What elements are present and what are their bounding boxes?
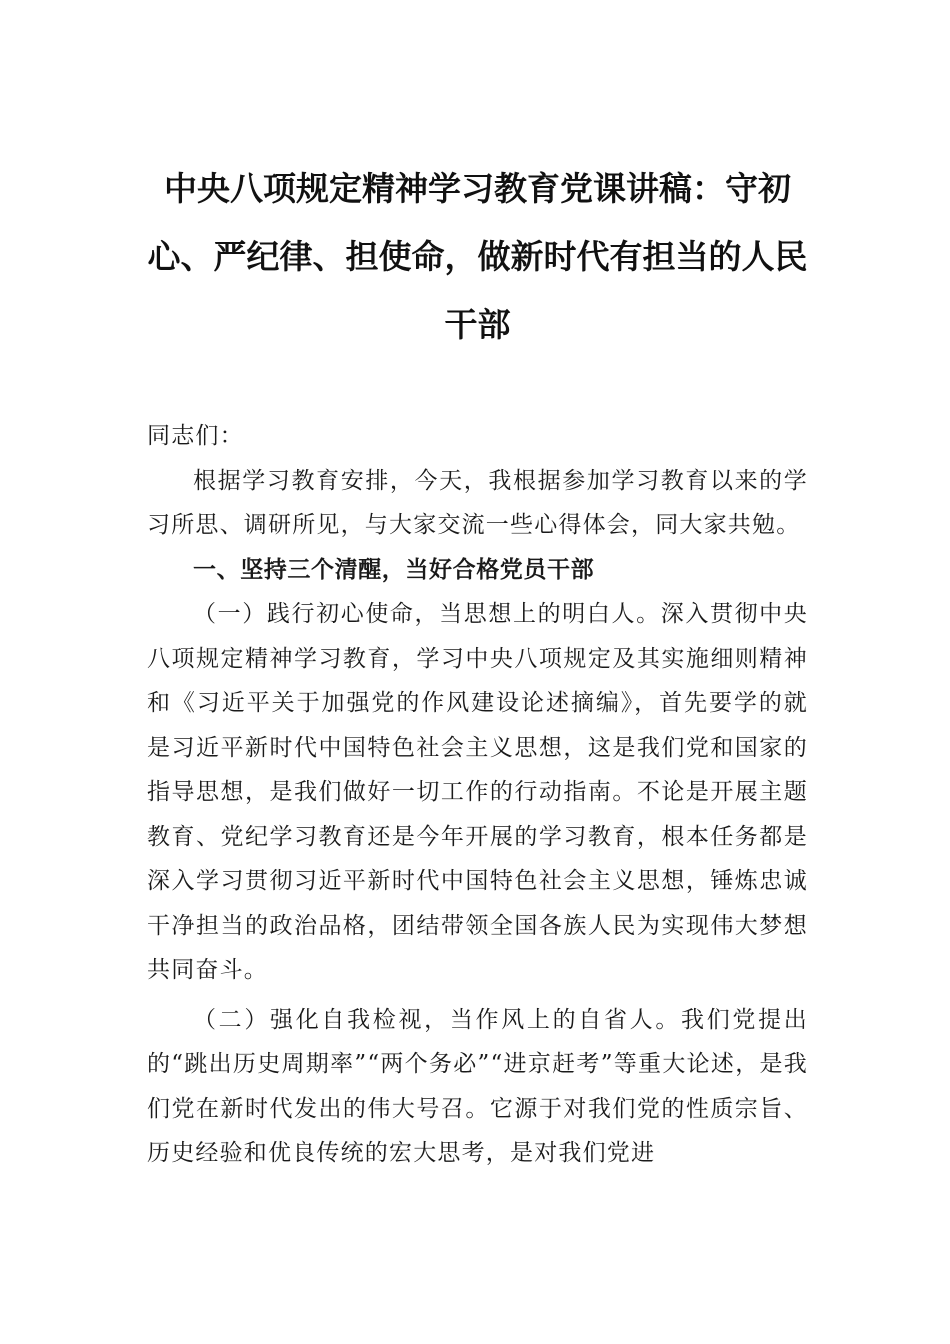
- document-page: [147, 155, 808, 1176]
- document-title: 中央八项规定精神学习教育党课讲稿：守初心、严纪律、担使命，做新时代有担当的人民干部: [147, 169, 808, 344]
- salutation: 同志们：: [147, 423, 244, 449]
- paragraph-2: （二）强化自我检视，当作风上的自省人。我们党提出的“跳出历史周期率”“两个务必”“进京赶考”等重大论述，是我们党在新时代发出的伟大号召。它源于对我们党的性质宗旨、历史经验和优良传统的宏大思考，是对我们党进: [147, 1006, 808, 1166]
- document-body: [147, 414, 808, 1176]
- paragraph-1: （一）践行初心使命，当思想上的明白人。深入贯彻中央八项规定精神学习教育，学习中央八项规定及其实施细则精神和《习近平关于加强党的作风建设论述摘编》，首先要学的就是习近平新时代中国特色社会主义思想，这是我们党和国家的指导思想，是我们做好一切工作的行动指南。不论是开展主题教育、党纪学习教育还是今年开展的学习教育，根本任务都是深入学习贯彻习近平新时代中国特色社会主义思想，锤炼忠诚干净担当的政治品格，团结带领全国各族人民为实现伟大梦想共同奋斗。: [147, 601, 808, 983]
- intro-paragraph: 根据学习教育安排，今天，我根据参加学习教育以来的学习所思、调研所见，与大家交流一些心得体会，同大家共勉。: [147, 467, 808, 538]
- section-heading-1: 一、坚持三个清醒，当好合格党员干部: [193, 556, 595, 583]
